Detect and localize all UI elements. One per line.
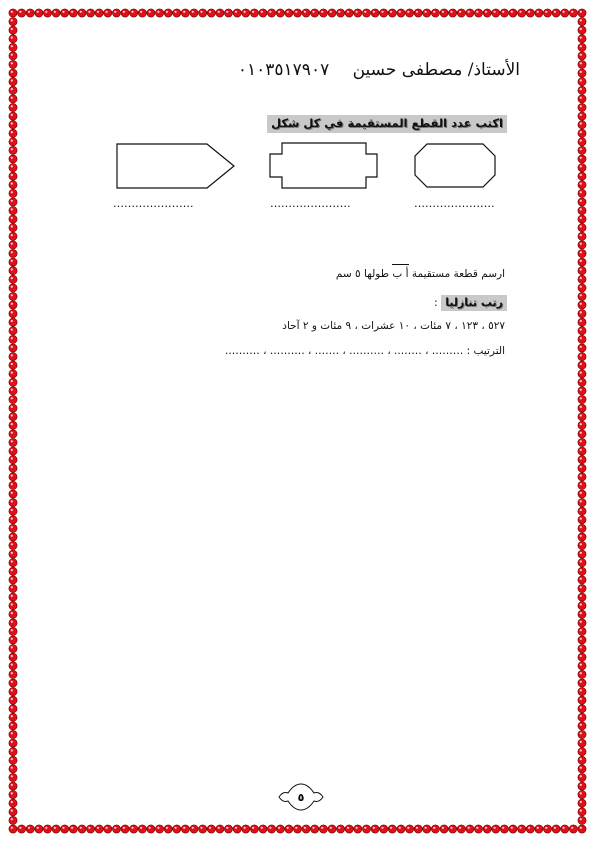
- answer-blank-octagon: ………………….: [414, 197, 495, 210]
- question2-text-before: ارسم قطعة مستقيمة: [408, 268, 505, 280]
- segment-label: أ ب: [392, 268, 409, 280]
- question3-heading-label: رتب تنازليا: [441, 295, 507, 311]
- page-number: ٥: [297, 791, 305, 804]
- question3-numbers: ٥٢٧ ، ١٢٣ ، ٧ مئات ، ١٠ عشرات ، ٩ مئات و ٢ آحاد: [282, 320, 505, 332]
- question2-text-after: طولها ٥ سم: [335, 268, 393, 280]
- question1-heading: اكتب عدد القطع المستقيمة في كل شكل: [267, 115, 507, 133]
- answer-blank-pentagon: ………………….: [113, 197, 194, 210]
- answer-blank-notched-rectangle: ………………….: [270, 197, 351, 210]
- teacher-name: الأستاذ/ مصطفى حسين: [352, 60, 520, 80]
- question3-order-line: الترتيب : ……… ، …….. ، ………. ، ……. ، ………. ، ……….: [224, 345, 505, 357]
- question3-heading-colon: :: [434, 296, 442, 309]
- teacher-phone: ٠١٠٣٥١٧٩٠٧: [237, 60, 330, 80]
